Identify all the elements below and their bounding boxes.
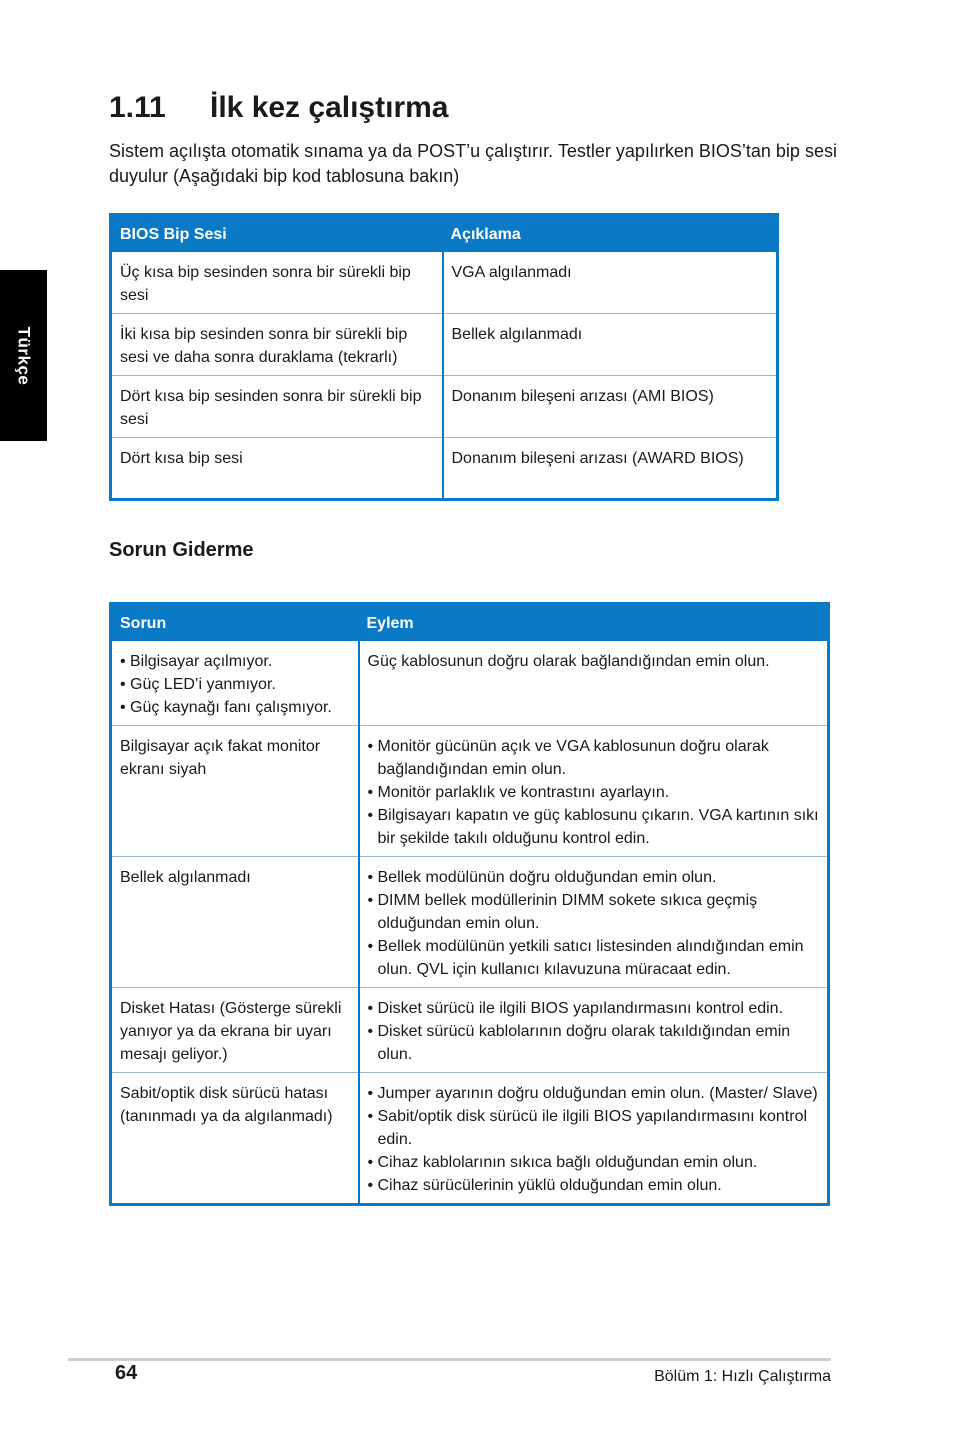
page-title [109, 86, 448, 130]
action-list [368, 866, 820, 981]
list-item: • Disket sürücü kablolarının doğru olarak takıldığından emin olun. [368, 1020, 820, 1066]
list-item: • Monitör gücünün açık ve VGA kablosunun doğru olarak bağlandığından emin olun. [368, 735, 820, 781]
table-row [111, 988, 829, 1073]
troubleshooting-table [109, 602, 830, 1206]
troubleshooting-heading: Sorun Giderme [109, 539, 254, 561]
action-cell: Güç kablosunun doğru olarak bağlandığından emin olun. [359, 641, 829, 726]
language-side-tab [0, 270, 47, 441]
beep-cell: İki kısa bip sesinden sonra bir sürekli bip sesi ve daha sonra duraklama (tekrarlı) [111, 314, 443, 376]
list-item: • Bellek modülünün doğru olduğundan emin olun. [368, 866, 820, 889]
table-row [111, 857, 829, 988]
list-item: • Güç LED’i yanmıyor. [120, 673, 350, 696]
list-item: • Bilgisayarı kapatın ve güç kablosunu çıkarın. VGA kartının sıkı bir şekilde takılı olduğunu kontrol edin. [368, 804, 820, 850]
list-item: • DIMM bellek modüllerinin DIMM sokete sıkıca geçmiş olduğundan emin olun. [368, 889, 820, 935]
problem-cell: Sabit/optik disk sürücü hatası (tanınmadı ya da algılanmadı) [111, 1073, 359, 1205]
list-item: • Bellek modülünün yetkili satıcı listesinden alındığından emin olun. QVL için kullanıcı kılavuzuna müracaat edin. [368, 935, 820, 981]
column-header-action: Eylem [359, 604, 829, 642]
intro-paragraph: Sistem açılışta otomatik sınama ya da POST’u çalıştırır. Testler yapılırken BIOS’tan bip sesi duyulur (Aşağıdaki bip kod tablosuna bakın) [109, 141, 837, 186]
table-row [111, 314, 778, 376]
chapter-label: Bölüm 1: Hızlı Çalıştırma [654, 1368, 831, 1385]
list-item: • Monitör parlaklık ve kontrastını ayarlayın. [368, 781, 820, 804]
list-item: • Sabit/optik disk sürücü ile ilgili BIOS yapılandırmasını kontrol edin. [368, 1105, 820, 1151]
table-header-row [111, 604, 829, 642]
problem-cell: Bellek algılanmadı [111, 857, 359, 988]
list-item: • Cihaz kablolarının sıkıca bağlı olduğundan emin olun. [368, 1151, 820, 1174]
description-cell: Donanım bileşeni arızası (AWARD BIOS) [443, 438, 778, 500]
action-cell [359, 1073, 829, 1205]
problem-cell [111, 641, 359, 726]
table-row [111, 1073, 829, 1205]
beep-cell: Dört kısa bip sesinden sonra bir sürekli bip sesi [111, 376, 443, 438]
list-item: • Jumper ayarının doğru olduğundan emin olun. (Master/ Slave) [368, 1082, 820, 1105]
problem-cell: Disket Hatası (Gösterge sürekli yanıyor ya da ekrana bir uyarı mesajı geliyor.) [111, 988, 359, 1073]
table-row [111, 376, 778, 438]
footer-divider [68, 1358, 831, 1361]
list-item: • Disket sürücü ile ilgili BIOS yapılandırmasını kontrol edin. [368, 997, 820, 1020]
section-number: 1.11 [109, 91, 166, 124]
list-item: • Bilgisayar açılmıyor. [120, 650, 350, 673]
list-item: • Cihaz sürücülerinin yüklü olduğundan emin olun. [368, 1174, 820, 1197]
table-row [111, 726, 829, 857]
problem-list [120, 650, 350, 719]
description-cell: VGA algılanmadı [443, 252, 778, 314]
section-title: İlk kez çalıştırma [210, 91, 449, 124]
column-header-beep: BIOS Bip Sesi [111, 215, 443, 253]
problem-cell: Bilgisayar açık fakat monitor ekranı siyah [111, 726, 359, 857]
description-cell: Bellek algılanmadı [443, 314, 778, 376]
description-cell: Donanım bileşeni arızası (AMI BIOS) [443, 376, 778, 438]
table-header-row [111, 215, 778, 253]
table-row [111, 641, 829, 726]
action-cell [359, 857, 829, 988]
list-item: • Güç kaynağı fanı çalışmıyor. [120, 696, 350, 719]
action-list [368, 1082, 820, 1197]
table-row [111, 438, 778, 500]
bios-beep-table [109, 213, 779, 501]
language-label: Türkçe [14, 326, 34, 385]
column-header-problem: Sorun [111, 604, 359, 642]
page-number: 64 [115, 1362, 138, 1384]
beep-cell: Üç kısa bip sesinden sonra bir sürekli bip sesi [120, 264, 411, 304]
beep-cell: Dört kısa bip sesi [111, 438, 443, 500]
table-row [111, 252, 778, 314]
action-cell [359, 988, 829, 1073]
action-list [368, 997, 820, 1066]
column-header-description: Açıklama [443, 215, 778, 253]
action-list [368, 735, 820, 850]
action-cell [359, 726, 829, 857]
